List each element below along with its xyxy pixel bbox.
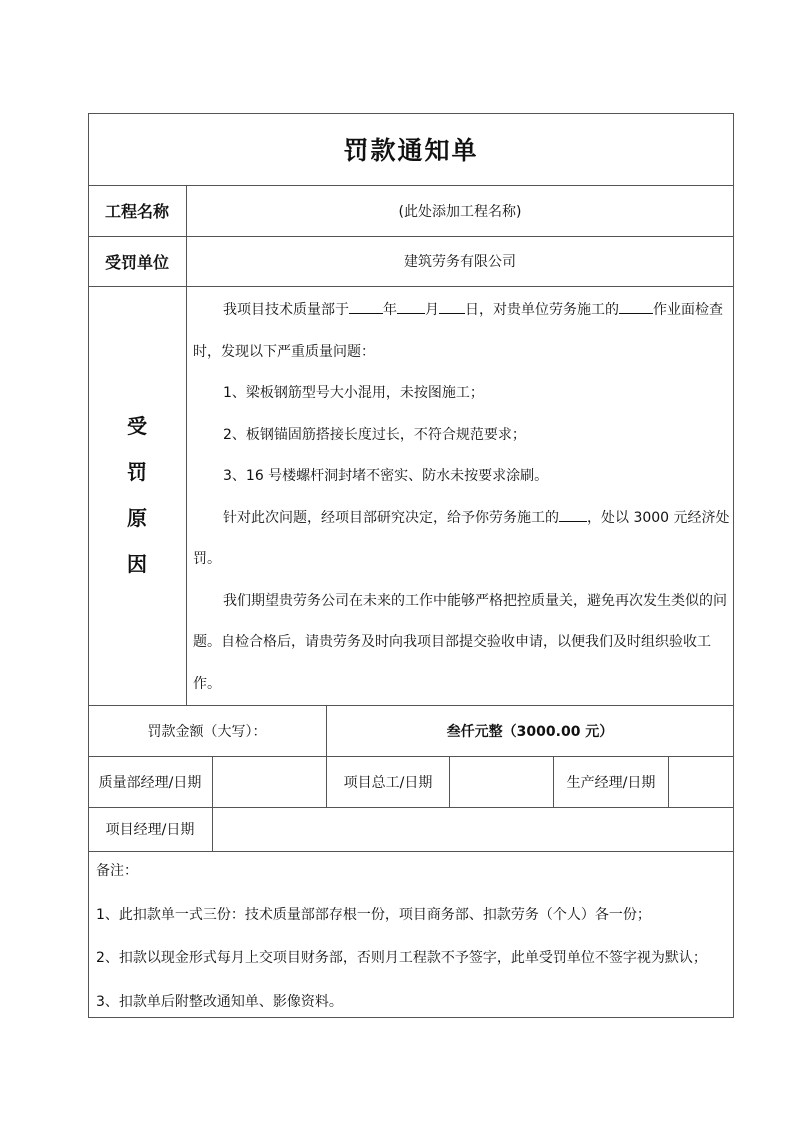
notes-section [96, 850, 736, 1024]
note-item-2: 2、扣款以现金形式每月上交项目财务部，否则月工程款不予签字，此单受罚单位不签字视为默认； [96, 950, 707, 966]
project-name-field[interactable]: (此处添加工程名称) [398, 203, 522, 220]
blank-labor-team[interactable] [559, 504, 587, 522]
project-manager-label: 项目经理/日期 [105, 822, 195, 838]
reason-text: 我项目技术质量部于 [223, 302, 349, 318]
reason-label-char: 罚 [127, 460, 147, 484]
blank-year[interactable] [349, 296, 383, 314]
note-item-1: 1、此扣款单一式三份：技术质量部部存根一份，项目商务部、扣款劳务（个人）各一份； [96, 906, 651, 923]
penalty-reason-label [88, 403, 186, 587]
production-manager-signature-field[interactable] [669, 756, 733, 807]
row-divider [88, 286, 734, 287]
reason-label-char: 原 [127, 506, 147, 530]
penalized-unit-label: 受罚单位 [104, 252, 169, 272]
reason-paragraph-2 [193, 498, 733, 581]
project-name-label: 工程名称 [104, 202, 169, 221]
quality-manager-signature-field[interactable] [213, 756, 326, 807]
issue-item-3: 3、16 号楼螺杆洞封堵不密实、防水未按要求涂刷。 [223, 468, 549, 484]
reason-text: 针对此次问题，经项目部研究决定，给予你劳务施工的 [223, 509, 559, 526]
issue-item-1: 1、梁板钢筋型号大小混用，未按图施工； [223, 385, 484, 401]
production-manager-label: 生产经理/日期 [566, 774, 656, 791]
blank-work-area[interactable] [619, 296, 653, 314]
reason-label-char: 因 [127, 552, 147, 576]
reason-paragraph-1 [193, 290, 733, 373]
reason-paragraph-3: 我们期望贵劳务公司在未来的工作中能够严格把控质量关，避免再次发生类似的问题。自检合格后，请贵劳务及时向我项目部提交验收申请，以便我们及时组织验收工作。 [193, 592, 727, 692]
reason-text: 作业面检查时，发现以下严重质量问题： [193, 302, 723, 360]
year-label: 年 [383, 302, 397, 318]
chief-engineer-signature-field[interactable] [450, 756, 553, 807]
month-label: 月 [425, 302, 439, 318]
blank-month[interactable] [397, 296, 425, 314]
penalized-unit-field[interactable]: 建筑劳务有限公司 [404, 254, 516, 270]
form-title: 罚款通知单 [343, 136, 479, 165]
issue-item-2: 2、板钢锚固筋搭接长度过长，不符合规范要求； [223, 426, 526, 443]
note-item-3: 3、扣款单后附整改通知单、影像资料。 [96, 993, 343, 1010]
reason-text: ，处以 3000 元经济处罚。 [193, 509, 730, 567]
chief-engineer-label: 项目总工/日期 [343, 774, 433, 791]
project-manager-signature-field[interactable] [213, 807, 733, 851]
fine-amount-label: 罚款金额（大写）： [147, 723, 267, 740]
reason-text: 日，对贵单位劳务施工的 [465, 302, 619, 318]
quality-manager-label: 质量部经理/日期 [98, 774, 202, 791]
fine-amount-value: 叁仟元整（3000.00 元） [446, 723, 614, 740]
reason-label-char: 受 [127, 414, 147, 438]
blank-day[interactable] [439, 296, 465, 314]
notes-heading: 备注： [96, 863, 138, 879]
penalty-reason-text [193, 290, 733, 705]
